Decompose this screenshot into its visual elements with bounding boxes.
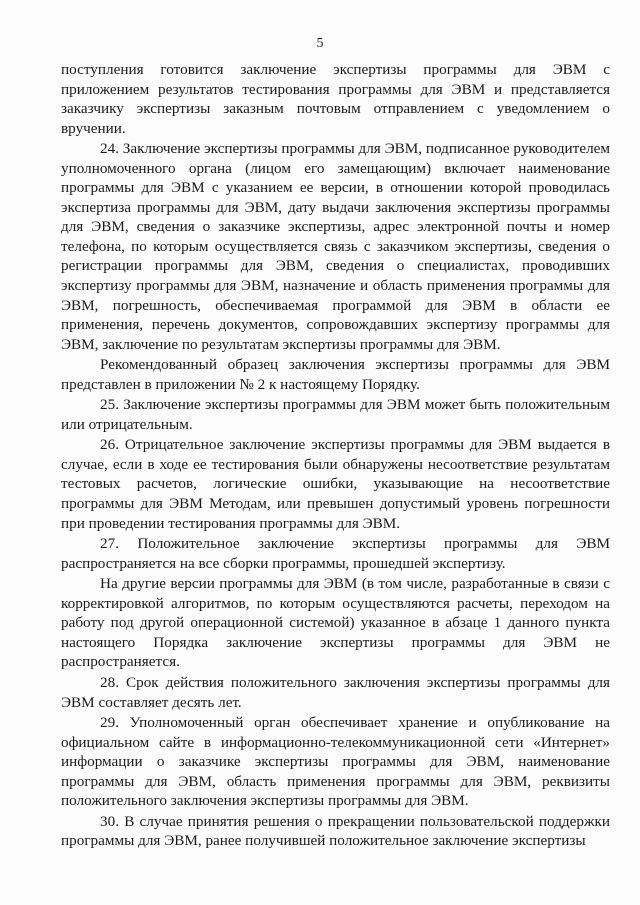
paragraph-27: 27. Положительное заключение экспертизы программы для ЭВМ распространяется на все сборки программы, прошедшей экспертизу. [61,535,610,572]
paragraph-29: 29. Уполномоченный орган обеспечивает хранение и опубликование на официальном сайте в информационно-телекоммуникационной сети «Интернет» информации о заказчике экспертизы программы для ЭВМ, наименование программы для ЭВМ, область применения программы для ЭВМ, реквизиты положительного заключения экспертизы программы для ЭВМ. [61,714,610,810]
paragraph-26: 26. Отрицательное заключение экспертизы программы для ЭВМ выдается в случае, если в ходе ее тестирования были обнаружены несоответствие результатам тестовых расчетов, логические ошибки, указывающие на несоответствие программы для ЭВМ Методам, или превышен допустимый уровень погрешности при проведении тестирования программы для ЭВМ. [61,436,610,532]
page-number: 5 [316,36,324,51]
paragraph-recommended-sample: Рекомендованный образец заключения экспертизы программы для ЭВМ представлен в приложении № 2 к настоящему Порядку. [61,356,610,393]
paragraph-30: 30. В случае принятия решения о прекращении пользовательской поддержки программы для ЭВМ, ранее получившей положительное заключение экспертизы [61,812,610,850]
paragraph-continuation: поступления готовится заключение экспертизы программы для ЭВМ с приложением результатов тестирования программы для ЭВМ и представляется заказчику экспертизы заказным почтовым отправлением с уведомлением о вручении. [61,61,610,137]
paragraph-24: 24. Заключение экспертизы программы для ЭВМ, подписанное руководителем уполномоченного органа (лицом его замещающим) включает наименование программы для ЭВМ с указанием ее версии, в отношении которой проводилась экспертиза программы для ЭВМ, дату выдачи заключения экспертизы программы для ЭВМ, сведения о заказчике экспертизы, адрес электронной почты и номер телефона, по которым осуществляется связь с заказчиком экспертизы, сведения о регистрации программы для ЭВМ, сведения о специалистах, проводивших экспертизу программы для ЭВМ, назначение и область применения программы для ЭВМ, погрешность, обеспечиваемая программой для ЭВМ в области ее применения, перечень документов, сопровождавших экспертизу программы для ЭВМ, заключение по результатам экспертизы программы для ЭВМ. [61,140,610,353]
paragraph-25: 25. Заключение экспертизы программы для ЭВМ может быть положительным или отрицательным. [61,396,610,433]
paragraph-27-other-versions: На другие версии программы для ЭВМ (в том числе, разработанные в связи с корректировкой алгоритмов, по которым осуществляются расчеты, переходом на работу под другой операционной системой) указанное в абзаце 1 данного пункта настоящего Порядка заключение экспертизы программы для ЭВМ не распространяется. [61,575,610,671]
paragraph-28: 28. Срок действия положительного заключения экспертизы программы для ЭВМ составляет десять лет. [61,673,610,711]
document-body [61,60,610,851]
